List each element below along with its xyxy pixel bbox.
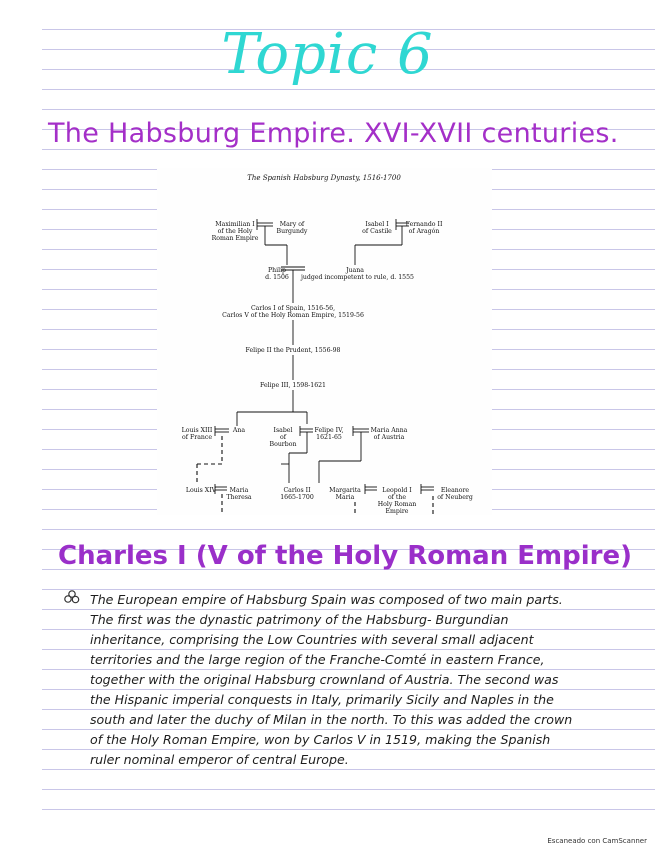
philip-line1: Philip xyxy=(267,267,287,274)
isabel-line1: Isabel I xyxy=(365,221,389,228)
isabel-line2: of Castile xyxy=(362,228,392,235)
body-line-6: the Hispanic imperial conquests in Italy, primarily Sicily and Naples in the xyxy=(90,692,554,707)
section-heading: Charles I (V of the Holy Roman Empire) xyxy=(58,541,632,571)
eleanore-line2: of Neuberg xyxy=(437,494,473,501)
page-title: Topic 6 xyxy=(221,22,434,87)
felipe3-label: Felipe III, 1598-1621 xyxy=(259,382,327,389)
fernando-line1: Fernando II xyxy=(405,221,443,228)
body-line-4: territories and the large region of the Franche-Comté in eastern France, xyxy=(90,652,545,667)
maria-anna-line1: Maria Anna xyxy=(370,427,408,434)
body-line-7: south and later the duchy of Milan in the north. To this was added the crown xyxy=(90,712,573,727)
louis13-line2: of France xyxy=(181,434,213,441)
mary-line2: Burgundy xyxy=(276,228,308,235)
family-tree-diagram xyxy=(157,168,492,515)
philip-line2: d. 1506 xyxy=(265,274,289,281)
maximilian-line2: of the Holy xyxy=(217,228,253,235)
eleanore-line1: Eleanore xyxy=(440,487,470,494)
tree-caption: The Spanish Habsburg Dynasty, 1516-1700 xyxy=(247,174,401,182)
mary-line1: Mary of xyxy=(279,221,305,228)
leopold-line2: of the xyxy=(387,494,407,501)
carlos-line2: Carlos V of the Holy Roman Empire, 1519-56 xyxy=(222,312,364,319)
isabel-bourbon-line3: Bourbon xyxy=(269,441,297,448)
page-subtitle: The Habsburg Empire. XVI-XVII centuries. xyxy=(48,118,619,149)
maximilian-line3: Roman Empire xyxy=(211,235,259,242)
felipe4-line1: Felipe IV, xyxy=(314,427,344,434)
flower-bullet-icon xyxy=(63,589,81,607)
louis14-label: Louis XIV xyxy=(185,487,217,494)
margarita-line1: Margarita xyxy=(329,487,361,494)
carlos-line1: Carlos I of Spain, 1516-56, xyxy=(250,305,336,312)
body-line-8: of the Holy Roman Empire, won by Carlos V in 1519, making the Spanish xyxy=(90,732,551,747)
maximilian-line1: Maximilian I xyxy=(215,221,255,228)
body-line-1: The European empire of Habsburg Spain was composed of two main parts. xyxy=(90,592,563,607)
body-line-5: together with the original Habsburg crownland of Austria. The second was xyxy=(90,672,559,687)
body-line-2: The first was the dynastic patrimony of the Habsburg- Burgundian xyxy=(90,612,509,627)
carlos2-line1: Carlos II xyxy=(283,487,311,494)
maria-theresa-line2: Theresa xyxy=(226,494,252,501)
juana-line1: Juana xyxy=(346,267,364,274)
body-line-3: inheritance, comprising the Low Countries with several small adjacent xyxy=(90,632,534,647)
louis13-line1: Louis XIII xyxy=(181,427,213,434)
body-text xyxy=(90,590,630,770)
ana-label: Ana xyxy=(232,427,246,434)
isabel-bourbon-line2: of xyxy=(279,434,287,441)
leopold-line4: Empire xyxy=(385,508,409,515)
margarita-line2: Maria xyxy=(335,494,355,501)
fernando-line2: of Aragón xyxy=(408,228,440,235)
isabel-bourbon-line1: Isabel xyxy=(273,427,293,434)
scanner-footer: Escaneado con CamScanner xyxy=(547,837,647,845)
carlos2-line2: 1665-1700 xyxy=(280,494,314,501)
maria-theresa-line1: Maria xyxy=(229,487,249,494)
maria-anna-line2: of Austria xyxy=(373,434,405,441)
body-line-9: ruler nominal emperor of central Europe. xyxy=(90,752,349,767)
leopold-line1: Leopold I xyxy=(382,487,412,494)
felipe4-line2: 1621-65 xyxy=(316,434,342,441)
leopold-line3: Holy Roman xyxy=(377,501,417,508)
felipe2-label: Felipe II the Prudent, 1556-98 xyxy=(245,347,341,354)
juana-line2: judged incompetent to rule, d. 1555 xyxy=(301,274,414,281)
